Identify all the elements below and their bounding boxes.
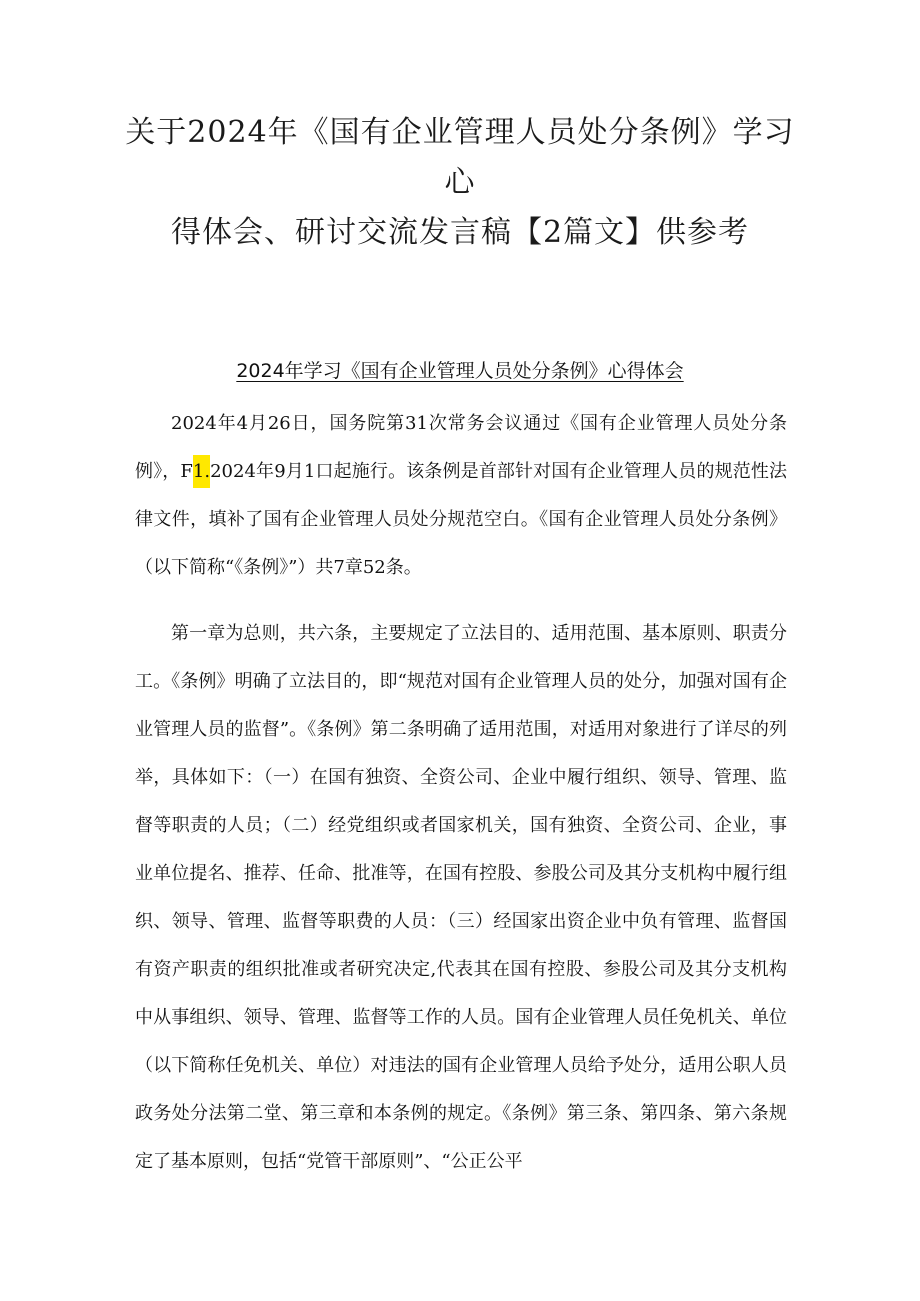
paragraph-1-text-start: 2024年4月26日，国务院第31次常务会议通过《国有企业管理人员处分条例》，F — [135, 413, 787, 482]
paragraph-1 — [135, 400, 787, 592]
document-title-line-2: 得体会、研讨交流发言稿【2篇文】供参考 — [170, 215, 750, 250]
document-title-line-1: 关于2024年《国有企业管理人员处分条例》学习心 — [125, 115, 795, 200]
document-title — [120, 108, 800, 258]
highlighted-text: 1. — [193, 455, 210, 488]
paragraph-1-text-end: 2024年9月1口起施行。该条例是首部针对国有企业管理人员的规范性法律文件，填补了国有企业管理人员处分规范空白。《国有企业管理人员处分条例》（以下简称“《条例》”）共7章52条。 — [135, 461, 787, 578]
section-heading: 2024年学习《国有企业管理人员处分条例》心得体会 — [236, 360, 684, 382]
paragraph-2: 第一章为总则，共六条，主要规定了立法目的、适用范围、基本原则、职责分工。《条例》明确了立法目的，即“规范对国有企业管理人员的处分，加强对国有企业管理人员的监督”。《条例》第二条明确了适用范围，对适用对象进行了详尽的列举，具体如下：（一）在国有独资、全资公司、企业中履行组织、领导、管理、监督等职责的人员；（二）经党组织或者国家机关，国有独资、全资公司、企业，事业单位提名、推荐、任命、批准等，在国有控股、参股公司及其分支机构中履行组织、领导、管理、监督等职费的人员：（三）经国家出资企业中负有管理、监督国有资产职责的组织批准或者研究决定,代表其在国有控股、参股公司及其分支机构中从事组织、领导、管理、监督等工作的人员。国有企业管理人员任免机关、单位（以下简称任免机关、单位）对违法的国有企业管理人员给予处分，适用公职人员政务处分法第二堂、第三章和本条例的规定。《条例》第三条、第四条、第六条规定了基本原则，包括“党管干部原则”、“公正公平 — [135, 623, 787, 1172]
document-body — [135, 400, 787, 1186]
